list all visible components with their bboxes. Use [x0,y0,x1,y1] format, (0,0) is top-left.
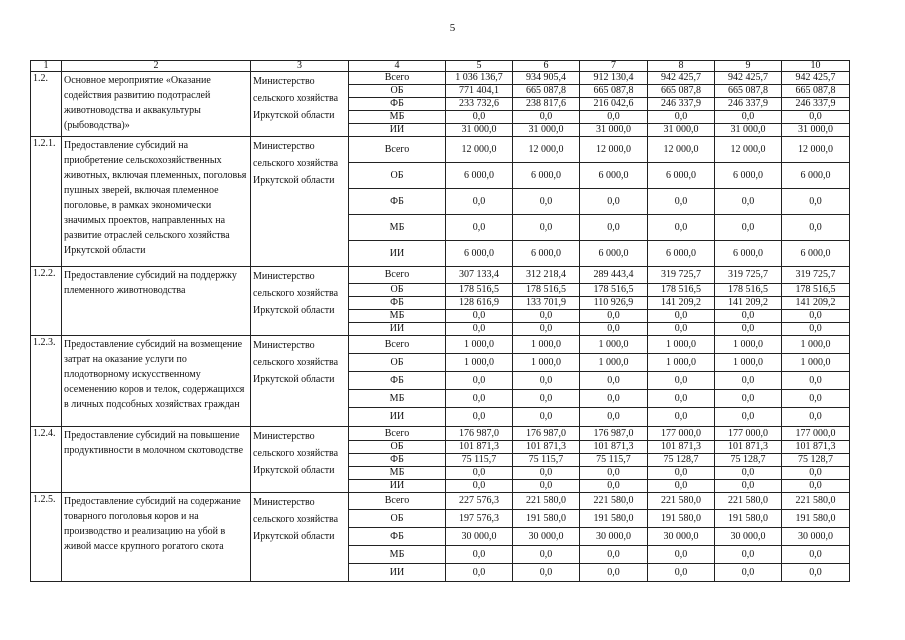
amount-cell: 221 580,0 [715,493,782,510]
executor-name: Министерство сельского хозяйства Иркутской области [251,427,349,493]
amount-cell: 1 000,0 [580,354,648,372]
amount-cell: 0,0 [648,564,715,582]
funding-source: ИИ [349,124,446,137]
amount-cell: 6 000,0 [446,241,513,267]
measure-name: Основное мероприятие «Оказание содействия развитию подотраслей животноводства и аквакультуры (рыбоводства)» [62,72,251,137]
amount-cell: 221 580,0 [513,493,580,510]
amount-cell: 0,0 [580,111,648,124]
amount-cell: 216 042,6 [580,98,648,111]
amount-cell: 0,0 [715,408,782,427]
table-row [31,72,850,85]
column-header: 6 [513,61,580,72]
amount-cell: 101 871,3 [446,441,513,454]
funding-source: ФБ [349,372,446,390]
funding-source: ИИ [349,408,446,427]
page-number: 5 [449,22,456,34]
amount-cell: 178 516,5 [580,284,648,297]
table-row [31,493,850,510]
amount-cell: 0,0 [580,408,648,427]
funding-source: ИИ [349,480,446,493]
amount-cell: 771 404,1 [446,85,513,98]
amount-cell: 6 000,0 [715,163,782,189]
amount-cell: 0,0 [513,323,580,336]
amount-cell: 0,0 [648,111,715,124]
amount-cell: 0,0 [513,372,580,390]
amount-cell: 75 128,7 [715,454,782,467]
amount-cell: 141 209,2 [715,297,782,310]
amount-cell: 665 087,8 [648,85,715,98]
funding-source: МБ [349,467,446,480]
amount-cell: 0,0 [446,467,513,480]
funding-source: МБ [349,546,446,564]
amount-cell: 0,0 [715,189,782,215]
funding-source: ФБ [349,98,446,111]
amount-cell: 31 000,0 [782,124,850,137]
column-header: 2 [62,61,251,72]
amount-cell: 0,0 [648,372,715,390]
amount-cell: 6 000,0 [782,241,850,267]
amount-cell: 0,0 [580,189,648,215]
funding-source: ИИ [349,564,446,582]
amount-cell: 0,0 [782,372,850,390]
funding-source: Всего [349,267,446,284]
amount-cell: 75 128,7 [782,454,850,467]
amount-cell: 0,0 [648,390,715,408]
amount-cell: 221 580,0 [648,493,715,510]
amount-cell: 0,0 [648,323,715,336]
amount-cell: 665 087,8 [782,85,850,98]
funding-source: МБ [349,111,446,124]
amount-cell: 1 000,0 [446,336,513,354]
amount-cell: 12 000,0 [782,137,850,163]
funding-source: ИИ [349,323,446,336]
amount-cell: 0,0 [580,390,648,408]
amount-cell: 0,0 [446,323,513,336]
amount-cell: 0,0 [715,372,782,390]
amount-cell: 176 987,0 [446,427,513,441]
amount-cell: 0,0 [446,189,513,215]
amount-cell: 246 337,9 [648,98,715,111]
amount-cell: 31 000,0 [446,124,513,137]
amount-cell: 75 115,7 [446,454,513,467]
funding-source: ФБ [349,454,446,467]
amount-cell: 177 000,0 [782,427,850,441]
amount-cell: 101 871,3 [580,441,648,454]
amount-cell: 6 000,0 [513,241,580,267]
measure-name: Предоставление субсидий на возмещение затрат на оказание услуги по плодотворному искусственному осеменению коров и телок, содержащихся в личных подсобных хозяйствах граждан [62,336,251,427]
funding-source: ИИ [349,241,446,267]
amount-cell: 191 580,0 [715,510,782,528]
amount-cell: 1 000,0 [446,354,513,372]
funding-source: ОБ [349,163,446,189]
amount-cell: 30 000,0 [513,528,580,546]
amount-cell: 0,0 [580,310,648,323]
column-header: 3 [251,61,349,72]
amount-cell: 0,0 [782,408,850,427]
funding-source: Всего [349,493,446,510]
amount-cell: 101 871,3 [715,441,782,454]
amount-cell: 30 000,0 [580,528,648,546]
amount-cell: 141 209,2 [782,297,850,310]
amount-cell: 319 725,7 [648,267,715,284]
executor-name: Министерство сельского хозяйства Иркутской области [251,267,349,336]
amount-cell: 0,0 [782,189,850,215]
column-header: 5 [446,61,513,72]
amount-cell: 942 425,7 [782,72,850,85]
amount-cell: 319 725,7 [715,267,782,284]
amount-cell: 178 516,5 [715,284,782,297]
amount-cell: 1 000,0 [513,354,580,372]
executor-name: Министерство сельского хозяйства Иркутской области [251,72,349,137]
amount-cell: 75 115,7 [513,454,580,467]
amount-cell: 30 000,0 [446,528,513,546]
amount-cell: 0,0 [513,189,580,215]
amount-cell: 1 000,0 [580,336,648,354]
amount-cell: 246 337,9 [782,98,850,111]
amount-cell: 0,0 [513,408,580,427]
amount-cell: 0,0 [715,480,782,493]
amount-cell: 0,0 [715,390,782,408]
executor-name: Министерство сельского хозяйства Иркутской области [251,336,349,427]
amount-cell: 30 000,0 [648,528,715,546]
amount-cell: 0,0 [446,372,513,390]
funding-source: Всего [349,72,446,85]
amount-cell: 233 732,6 [446,98,513,111]
amount-cell: 6 000,0 [513,163,580,189]
amount-cell: 0,0 [446,546,513,564]
column-header: 9 [715,61,782,72]
amount-cell: 221 580,0 [580,493,648,510]
measure-name: Предоставление субсидий на поддержку племенного животноводства [62,267,251,336]
amount-cell: 31 000,0 [648,124,715,137]
funding-source: МБ [349,310,446,323]
amount-cell: 221 580,0 [782,493,850,510]
funding-source: ОБ [349,284,446,297]
amount-cell: 246 337,9 [715,98,782,111]
amount-cell: 0,0 [782,215,850,241]
amount-cell: 1 000,0 [513,336,580,354]
amount-cell: 0,0 [446,564,513,582]
amount-cell: 0,0 [513,390,580,408]
amount-cell: 0,0 [648,215,715,241]
amount-cell: 177 000,0 [715,427,782,441]
amount-cell: 665 087,8 [580,85,648,98]
amount-cell: 942 425,7 [715,72,782,85]
funding-source: ФБ [349,297,446,310]
amount-cell: 0,0 [782,480,850,493]
amount-cell: 0,0 [446,480,513,493]
amount-cell: 307 133,4 [446,267,513,284]
amount-cell: 30 000,0 [715,528,782,546]
amount-cell: 0,0 [715,310,782,323]
amount-cell: 178 516,5 [446,284,513,297]
amount-cell: 191 580,0 [580,510,648,528]
amount-cell: 0,0 [580,372,648,390]
amount-cell: 0,0 [446,215,513,241]
amount-cell: 0,0 [782,564,850,582]
funding-source: ОБ [349,85,446,98]
amount-cell: 0,0 [782,546,850,564]
amount-cell: 178 516,5 [513,284,580,297]
funding-source: Всего [349,427,446,441]
amount-cell: 665 087,8 [513,85,580,98]
amount-cell: 191 580,0 [513,510,580,528]
amount-cell: 0,0 [648,546,715,564]
funding-source: ОБ [349,354,446,372]
amount-cell: 0,0 [580,467,648,480]
amount-cell: 1 000,0 [782,336,850,354]
amount-cell: 0,0 [513,215,580,241]
amount-cell: 0,0 [782,111,850,124]
amount-cell: 0,0 [513,467,580,480]
amount-cell: 0,0 [580,323,648,336]
amount-cell: 6 000,0 [715,241,782,267]
row-code: 1.2.3. [31,336,62,427]
amount-cell: 1 000,0 [648,336,715,354]
amount-cell: 0,0 [648,310,715,323]
amount-cell: 0,0 [715,323,782,336]
amount-cell: 191 580,0 [648,510,715,528]
amount-cell: 0,0 [513,480,580,493]
table-body [31,61,850,582]
amount-cell: 1 036 136,7 [446,72,513,85]
amount-cell: 0,0 [782,310,850,323]
amount-cell: 0,0 [580,564,648,582]
amount-cell: 31 000,0 [715,124,782,137]
amount-cell: 912 130,4 [580,72,648,85]
executor-name: Министерство сельского хозяйства Иркутской области [251,493,349,582]
amount-cell: 176 987,0 [580,427,648,441]
header-row [31,61,850,72]
table-row [31,336,850,354]
amount-cell: 0,0 [446,408,513,427]
amount-cell: 30 000,0 [782,528,850,546]
amount-cell: 133 701,9 [513,297,580,310]
amount-cell: 128 616,9 [446,297,513,310]
row-code: 1.2.4. [31,427,62,493]
amount-cell: 6 000,0 [446,163,513,189]
amount-cell: 0,0 [446,310,513,323]
amount-cell: 101 871,3 [648,441,715,454]
amount-cell: 12 000,0 [446,137,513,163]
table-row [31,427,850,441]
amount-cell: 238 817,6 [513,98,580,111]
column-header: 7 [580,61,648,72]
table-row [31,137,850,163]
funding-source: МБ [349,215,446,241]
amount-cell: 12 000,0 [580,137,648,163]
amount-cell: 12 000,0 [715,137,782,163]
amount-cell: 110 926,9 [580,297,648,310]
funding-source: ОБ [349,510,446,528]
funding-source: Всего [349,137,446,163]
amount-cell: 0,0 [513,546,580,564]
amount-cell: 6 000,0 [782,163,850,189]
amount-cell: 1 000,0 [715,354,782,372]
amount-cell: 178 516,5 [782,284,850,297]
funding-source: Всего [349,336,446,354]
amount-cell: 0,0 [715,111,782,124]
column-header: 1 [31,61,62,72]
measure-name: Предоставление субсидий на повышение продуктивности в молочном скотоводстве [62,427,251,493]
amount-cell: 0,0 [513,564,580,582]
funding-source: ФБ [349,189,446,215]
amount-cell: 0,0 [446,390,513,408]
amount-cell: 0,0 [782,323,850,336]
funding-source: ФБ [349,528,446,546]
funding-source: ОБ [349,441,446,454]
column-header: 8 [648,61,715,72]
amount-cell: 0,0 [513,310,580,323]
executor-name: Министерство сельского хозяйства Иркутской области [251,137,349,267]
amount-cell: 289 443,4 [580,267,648,284]
amount-cell: 6 000,0 [648,241,715,267]
amount-cell: 665 087,8 [715,85,782,98]
amount-cell: 0,0 [648,189,715,215]
row-code: 1.2.2. [31,267,62,336]
amount-cell: 0,0 [648,467,715,480]
amount-cell: 0,0 [715,467,782,480]
amount-cell: 1 000,0 [648,354,715,372]
amount-cell: 141 209,2 [648,297,715,310]
amount-cell: 1 000,0 [715,336,782,354]
amount-cell: 942 425,7 [648,72,715,85]
amount-cell: 101 871,3 [782,441,850,454]
amount-cell: 177 000,0 [648,427,715,441]
measure-name: Предоставление субсидий на содержание товарного поголовья коров и на производство и реализацию на убой в живой массе крупного рогатого скота [62,493,251,582]
column-header: 4 [349,61,446,72]
amount-cell: 0,0 [782,390,850,408]
amount-cell: 31 000,0 [513,124,580,137]
amount-cell: 197 576,3 [446,510,513,528]
row-code: 1.2. [31,72,62,137]
amount-cell: 6 000,0 [648,163,715,189]
amount-cell: 0,0 [648,480,715,493]
amount-cell: 0,0 [782,467,850,480]
amount-cell: 319 725,7 [782,267,850,284]
amount-cell: 1 000,0 [782,354,850,372]
amount-cell: 178 516,5 [648,284,715,297]
amount-cell: 6 000,0 [580,241,648,267]
row-code: 1.2.5. [31,493,62,582]
amount-cell: 101 871,3 [513,441,580,454]
amount-cell: 312 218,4 [513,267,580,284]
amount-cell: 0,0 [715,564,782,582]
amount-cell: 12 000,0 [513,137,580,163]
amount-cell: 75 115,7 [580,454,648,467]
table-row [31,267,850,284]
column-header: 10 [782,61,850,72]
amount-cell: 934 905,4 [513,72,580,85]
amount-cell: 0,0 [446,111,513,124]
amount-cell: 0,0 [580,215,648,241]
amount-cell: 227 576,3 [446,493,513,510]
amount-cell: 191 580,0 [782,510,850,528]
amount-cell: 0,0 [580,546,648,564]
amount-cell: 176 987,0 [513,427,580,441]
amount-cell: 0,0 [715,546,782,564]
funding-table [30,60,850,582]
amount-cell: 75 128,7 [648,454,715,467]
amount-cell: 0,0 [580,480,648,493]
amount-cell: 0,0 [648,408,715,427]
amount-cell: 0,0 [513,111,580,124]
amount-cell: 6 000,0 [580,163,648,189]
measure-name: Предоставление субсидий на приобретение сельскохозяйственных животных, включая племенных, поголовья пушных зверей, включая племенное поголовье, в рамках экономически значимых проектов, направленных на развитие отраслей сельского хозяйства Иркутской области [62,137,251,267]
funding-source: МБ [349,390,446,408]
amount-cell: 12 000,0 [648,137,715,163]
row-code: 1.2.1. [31,137,62,267]
amount-cell: 31 000,0 [580,124,648,137]
amount-cell: 0,0 [715,215,782,241]
